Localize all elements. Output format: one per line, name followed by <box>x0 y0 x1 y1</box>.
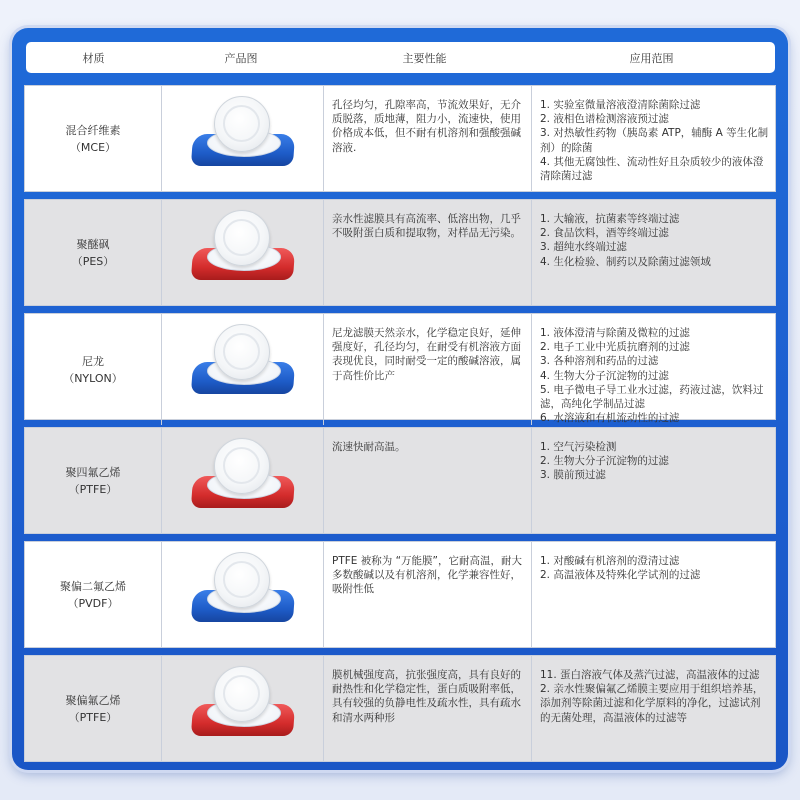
material-name: 聚醚砜 <box>76 237 110 251</box>
filter-lid <box>214 210 270 266</box>
material-abbr: （PTFE） <box>68 482 118 496</box>
application-item: 4. 其他无腐蚀性、流动性好且杂质较少的液体澄清除菌过滤 <box>540 155 764 183</box>
application-cell <box>532 200 777 305</box>
product-image-cell <box>162 542 324 647</box>
product-image-cell <box>162 86 324 191</box>
material-cell <box>25 656 162 761</box>
application-item: 5. 电子微电子导工业水过滤，药液过滤，饮料过滤，高纯化学制品过滤 <box>540 383 764 411</box>
filter-holder-image <box>187 210 302 300</box>
performance-text: 尼龙滤膜天然亲水，化学稳定良好，延伸强度好，孔径均匀，在耐受有机溶液方面表现优良，同时耐受一定的酸碱溶液，属于高性价比产 <box>324 314 532 425</box>
table-row <box>24 313 776 425</box>
application-item: 2. 电子工业中光质抗磨剂的过滤 <box>540 341 690 354</box>
material-name: 聚偏氟乙烯 <box>65 693 121 707</box>
table-row <box>24 655 776 762</box>
header-application: 应用范围 <box>629 51 674 65</box>
material-cell <box>25 86 162 191</box>
application-cell <box>532 428 777 533</box>
application-item: 1. 对酸碱有机溶剂的澄清过滤 <box>540 555 680 567</box>
application-item: 4. 生化检验、制药以及除菌过滤领域 <box>540 255 711 268</box>
material-cell <box>25 428 162 533</box>
filter-lid-ring <box>223 675 260 712</box>
table-row <box>24 427 776 534</box>
material-abbr: （MCE） <box>69 140 117 154</box>
filter-holder-image <box>187 96 302 186</box>
application-list <box>540 212 769 269</box>
application-cell <box>532 314 777 425</box>
header-performance: 主要性能 <box>402 51 447 65</box>
material-abbr: （PVDF） <box>67 596 119 610</box>
application-item: 2. 高温液体及特殊化学试剂的过滤 <box>540 569 701 582</box>
application-cell <box>532 542 777 647</box>
application-item: 2. 生物大分子沉淀物的过滤 <box>540 455 669 468</box>
filter-lid-ring <box>223 447 260 484</box>
material-name: 混合纤维素 <box>65 123 121 137</box>
application-item: 2. 食品饮料，酒等终端过滤 <box>540 227 669 240</box>
application-list <box>540 98 769 183</box>
filter-holder-image <box>187 552 302 642</box>
filter-lid <box>214 324 270 380</box>
application-list <box>540 326 769 425</box>
filter-lid <box>214 666 270 722</box>
material-cell <box>25 542 162 647</box>
application-item: 3. 超纯水终端过滤 <box>540 241 627 254</box>
material-abbr: （PTFE） <box>68 710 118 724</box>
application-cell <box>532 656 777 761</box>
material-abbr: （PES） <box>71 254 115 268</box>
application-item: 4. 生物大分子沉淀物的过滤 <box>540 369 669 382</box>
material-cell <box>25 200 162 305</box>
application-list <box>540 440 769 483</box>
material-name: 尼龙 <box>82 354 104 368</box>
material-name: 聚四氟乙烯 <box>65 465 121 479</box>
application-cell <box>532 86 777 191</box>
application-item: 6. 水溶液和有机流动性的过滤 <box>540 412 680 425</box>
product-image-cell <box>162 428 324 533</box>
filter-lid-ring <box>223 333 260 370</box>
material-cell <box>25 314 162 425</box>
application-item: 2. 亲水性聚偏氟乙烯膜主要应用于组织培养基，添加剂等除菌过滤和化学原料的净化，过滤试剂的无菌处理，高温液体的过滤等 <box>540 683 764 724</box>
application-item: 1. 实验室微量溶液澄清除菌除过滤 <box>540 99 701 111</box>
performance-text: 膜机械强度高，抗张强度高，具有良好的耐热性和化学稳定性，蛋白质吸附率低，具有较强的负静电性及疏水性，具有疏水和清水两种形 <box>324 656 532 761</box>
table-row <box>24 199 776 306</box>
filter-lid-ring <box>223 561 260 598</box>
filter-lid-ring <box>223 105 260 142</box>
table-header <box>26 42 775 73</box>
application-item: 2. 液相色谱检测溶液预过滤 <box>540 113 669 126</box>
performance-text: PTFE 被称为 “万能膜”，它耐高温，耐大多数酸碱以及有机溶剂，化学兼容性好，吸附性低 <box>324 542 532 647</box>
application-item: 3. 膜前预过滤 <box>540 469 606 482</box>
product-image-cell <box>162 200 324 305</box>
filter-holder-image <box>187 438 302 528</box>
table-body <box>24 85 776 769</box>
header-image: 产品图 <box>224 51 258 65</box>
performance-text: 亲水性滤膜具有高流率、低溶出物，几乎不吸附蛋白质和提取物，对样品无污染。 <box>324 200 532 305</box>
application-item: 1. 大输液，抗菌素等终端过滤 <box>540 213 680 225</box>
application-item: 1. 液体澄清与除菌及微粒的过滤 <box>540 327 690 339</box>
performance-text: 孔径均匀，孔隙率高，节流效果好，无介质脱落，质地薄，阻力小，流速快，使用价格成本低，但不耐有机溶剂和强酸强碱溶液. <box>324 86 532 191</box>
filter-holder-image <box>187 324 302 414</box>
filter-lid <box>214 552 270 608</box>
filter-lid <box>214 96 270 152</box>
application-list <box>540 668 769 725</box>
filter-lid <box>214 438 270 494</box>
filter-lid-ring <box>223 219 260 256</box>
product-image-cell <box>162 314 324 425</box>
application-item: 11. 蛋白溶液气体及蒸汽过滤，高温液体的过滤 <box>540 669 760 681</box>
product-image-cell <box>162 656 324 761</box>
table-row <box>24 541 776 648</box>
application-item: 3. 各种溶剂和药品的过滤 <box>540 355 659 368</box>
application-list <box>540 554 769 582</box>
application-item: 3. 对热敏性药物（胰岛素 ATP，辅酶 A 等生化制剂）的除菌 <box>540 127 769 154</box>
filter-holder-image <box>187 666 302 756</box>
table-row <box>24 85 776 192</box>
material-abbr: （NYLON） <box>63 371 123 385</box>
performance-text: 流速快耐高温。 <box>324 428 532 533</box>
material-name: 聚偏二氟乙烯 <box>60 579 126 593</box>
header-material: 材质 <box>82 51 105 65</box>
application-item: 1. 空气污染检测 <box>540 441 617 453</box>
